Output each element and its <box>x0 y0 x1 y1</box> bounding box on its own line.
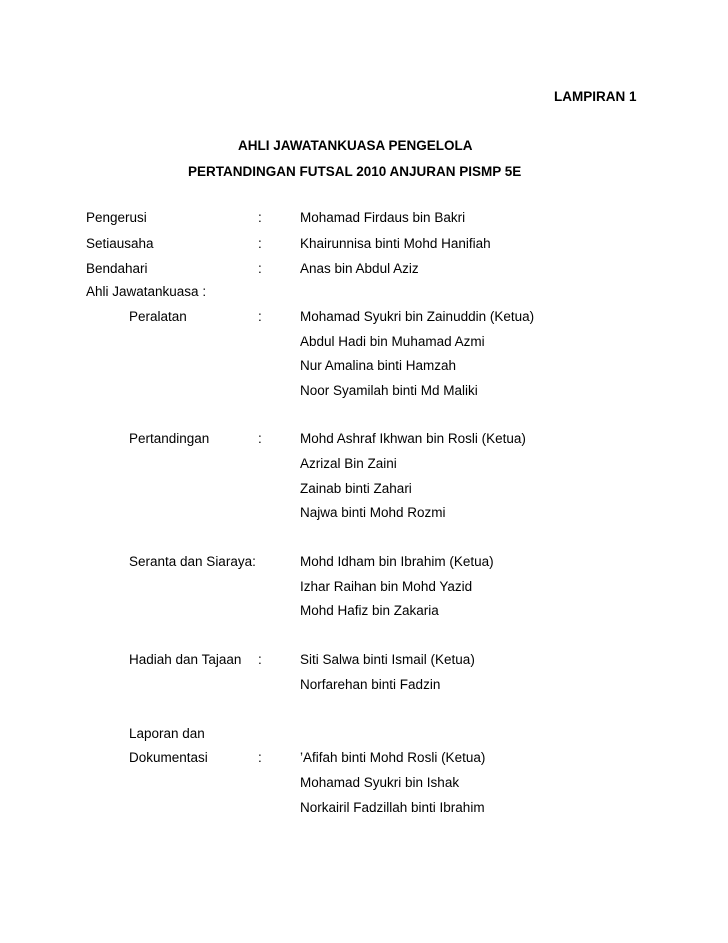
lampiran-label: LAMPIRAN 1 <box>554 89 637 104</box>
role-pertandingan: Pertandingan <box>129 431 210 446</box>
role-seranta: Seranta dan Siaraya: <box>129 554 256 569</box>
role-peralatan: Peralatan <box>129 309 187 324</box>
member-name: Mohd Idham bin Ibrahim (Ketua) <box>300 554 494 569</box>
member-name: Norfarehan binti Fadzin <box>300 677 441 692</box>
member-name: Najwa binti Mohd Rozmi <box>300 505 446 520</box>
member-name: ’Afifah binti Mohd Rosli (Ketua) <box>300 750 486 765</box>
separator: : <box>258 210 262 225</box>
role-laporan-line1: Laporan dan <box>129 726 205 741</box>
member-name: Mohd Hafiz bin Zakaria <box>300 603 439 618</box>
member-name: Nur Amalina binti Hamzah <box>300 358 457 373</box>
separator: : <box>258 652 262 667</box>
separator: : <box>258 431 262 446</box>
member-name: Abdul Hadi bin Muhamad Azmi <box>300 334 485 349</box>
member-name: Norkairil Fadzillah binti Ibrahim <box>300 800 485 815</box>
role-hadiah: Hadiah dan Tajaan <box>129 652 242 667</box>
role-pengerusi: Pengerusi <box>86 210 147 225</box>
member-name: Mohamad Syukri bin Ishak <box>300 775 460 790</box>
name-setiausaha: Khairunnisa binti Mohd Hanifiah <box>300 236 491 251</box>
member-name: Siti Salwa binti Ismail (Ketua) <box>300 652 475 667</box>
role-bendahari: Bendahari <box>86 261 148 276</box>
member-name: Noor Syamilah binti Md Maliki <box>300 383 478 398</box>
member-name: Azrizal Bin Zaini <box>300 456 397 471</box>
separator: : <box>258 236 262 251</box>
member-name: Izhar Raihan bin Mohd Yazid <box>300 579 473 594</box>
name-pengerusi: Mohamad Firdaus bin Bakri <box>300 210 466 225</box>
separator: : <box>258 750 262 765</box>
committee-heading: Ahli Jawatankuasa : <box>86 284 207 299</box>
member-name: Zainab binti Zahari <box>300 481 412 496</box>
separator: : <box>258 309 262 324</box>
member-name: Mohd Ashraf Ikhwan bin Rosli (Ketua) <box>300 431 526 446</box>
member-name: Mohamad Syukri bin Zainuddin (Ketua) <box>300 309 535 324</box>
role-setiausaha: Setiausaha <box>86 236 154 251</box>
name-bendahari: Anas bin Abdul Aziz <box>300 261 419 276</box>
title-line-2: PERTANDINGAN FUTSAL 2010 ANJURAN PISMP 5E <box>188 164 522 179</box>
role-laporan-line2: Dokumentasi <box>129 750 208 765</box>
title-line-1: AHLI JAWATANKUASA PENGELOLA <box>238 138 473 153</box>
separator: : <box>258 261 262 276</box>
